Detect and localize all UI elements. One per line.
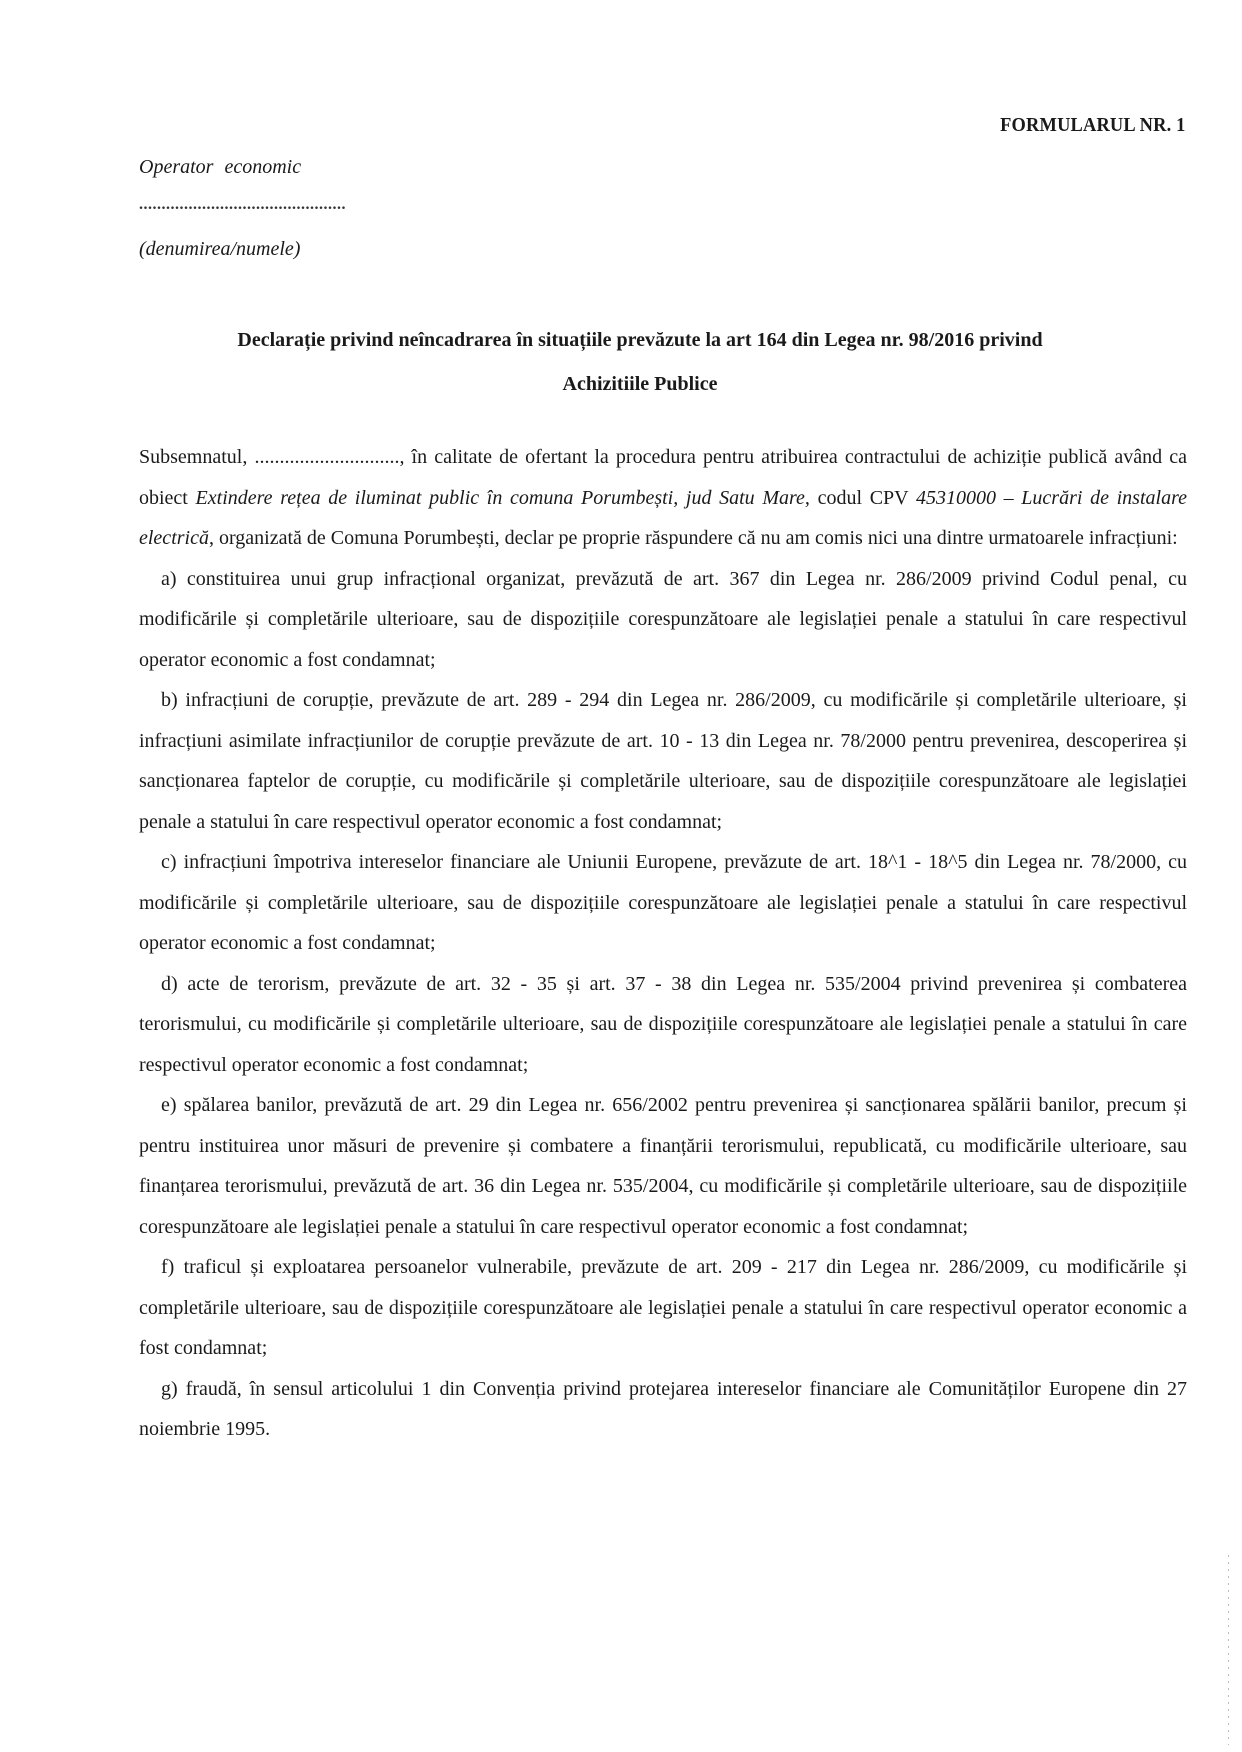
- offense-item-d: d) acte de terorism, prevăzute de art. 32 - 35 și art. 37 - 38 din Legea nr. 535/2004 privind prevenirea și combaterea terorismului, cu modificările și completările ulterioare, sau de dispozițiile corespunzătoare ale legislației penale a statului în care respectivul operator economic a fost condamnat;: [139, 972, 1187, 1076]
- intro-part-2: codul CPV: [809, 486, 916, 509]
- offense-item-b: b) infracțiuni de corupție, prevăzute de art. 289 - 294 din Legea nr. 286/2009, cu modificările și completările ulterioare, și infracțiuni asimilate infracțiunilor de corupție prevăzute de art. 10 - 13 din Legea nr. 78/2000 pentru prevenirea, descoperirea și sancționarea faptelor de corupție, cu modificările și completările ulterioare, sau de dispozițiile corespunzătoare ale legislației penale a statului în care respectivul operator economic a fost condamnat;: [139, 689, 1187, 833]
- operator-name-hint: (denumirea/numele): [139, 238, 301, 260]
- cpv-code: 45310000 – Lucrări de instalare electrică: [139, 486, 1187, 549]
- offense-item-c: c) infracțiuni împotriva intereselor financiare ale Uniunii Europene, prevăzute de art. 18^1 - 18^5 din Legea nr. 78/2000, cu modificările și completările ulterioare, sau de dispozițiile corespunzătoare ale legislației penale a statului în care respectivul operator economic a fost condamnat;: [139, 851, 1187, 954]
- document-title-line-1: Declarație privind neîncadrarea în situațiile prevăzute la art 164 din Legea nr. 98/2016 privind: [237, 329, 1043, 351]
- offense-item-a: a) constituirea unui grup infracțional organizat, prevăzută de art. 367 din Legea nr. 286/2009 privind Codul penal, cu modificările și completările ulterioare, sau de dispozițiile corespunzătoare ale legislației penale a statului în care respectivul operator economic a fost condamnat;: [139, 567, 1187, 671]
- intro-part-1: Subsemnatul, ............................., în calitate de ofertant la procedura pentru atribuirea contractului de achiziție publică având ca obiect: [139, 446, 1187, 509]
- offense-item-e: e) spălarea banilor, prevăzută de art. 29 din Legea nr. 656/2002 pentru prevenirea și sancționarea spălării banilor, precum și pentru instituirea unor măsuri de prevenire și combatere a finanțării terorismului, republicată, cu modificările ulterioare, sau finanțarea terorismului, prevăzută de art. 36 din Legea nr. 535/2004, cu modificările și completările ulterioare, sau de dispozițiile corespunzătoare ale legislației penale a statului în care respectivul operator economic a fost condamnat;: [139, 1094, 1187, 1238]
- scan-artifact: [1228, 1555, 1229, 1745]
- intro-paragraph: [139, 437, 1187, 559]
- operator-label: Operator economic: [139, 156, 302, 178]
- offense-item-f: f) traficul și exploatarea persoanelor vulnerabile, prevăzute de art. 209 - 217 din Legea nr. 286/2009, cu modificările și completările ulterioare, sau de dispozițiile corespunzătoare ale legislației penale a statului în care respectivul operator economic a fost condamnat;: [139, 1256, 1187, 1359]
- declaration-body: [139, 437, 1187, 1450]
- offense-item-g: g) fraudă, în sensul articolului 1 din Convenția privind protejarea intereselor financiare ale Comunităților Europene din 27 noiembrie 1995.: [139, 1377, 1187, 1440]
- document-title-line-2: Achizitiile Publice: [562, 373, 718, 395]
- document-title: [140, 318, 1140, 406]
- operator-name-blank: ..............................................: [139, 196, 346, 213]
- form-number: FORMULARUL NR. 1: [1000, 114, 1186, 136]
- intro-part-3: , organizată de Comuna Porumbești, declar pe proprie răspundere că nu am comis nici una dintre urmatoarele infracțiuni:: [208, 527, 1178, 549]
- contract-object: Extindere rețea de iluminat public în comuna Porumbești, jud Satu Mare,: [195, 486, 810, 509]
